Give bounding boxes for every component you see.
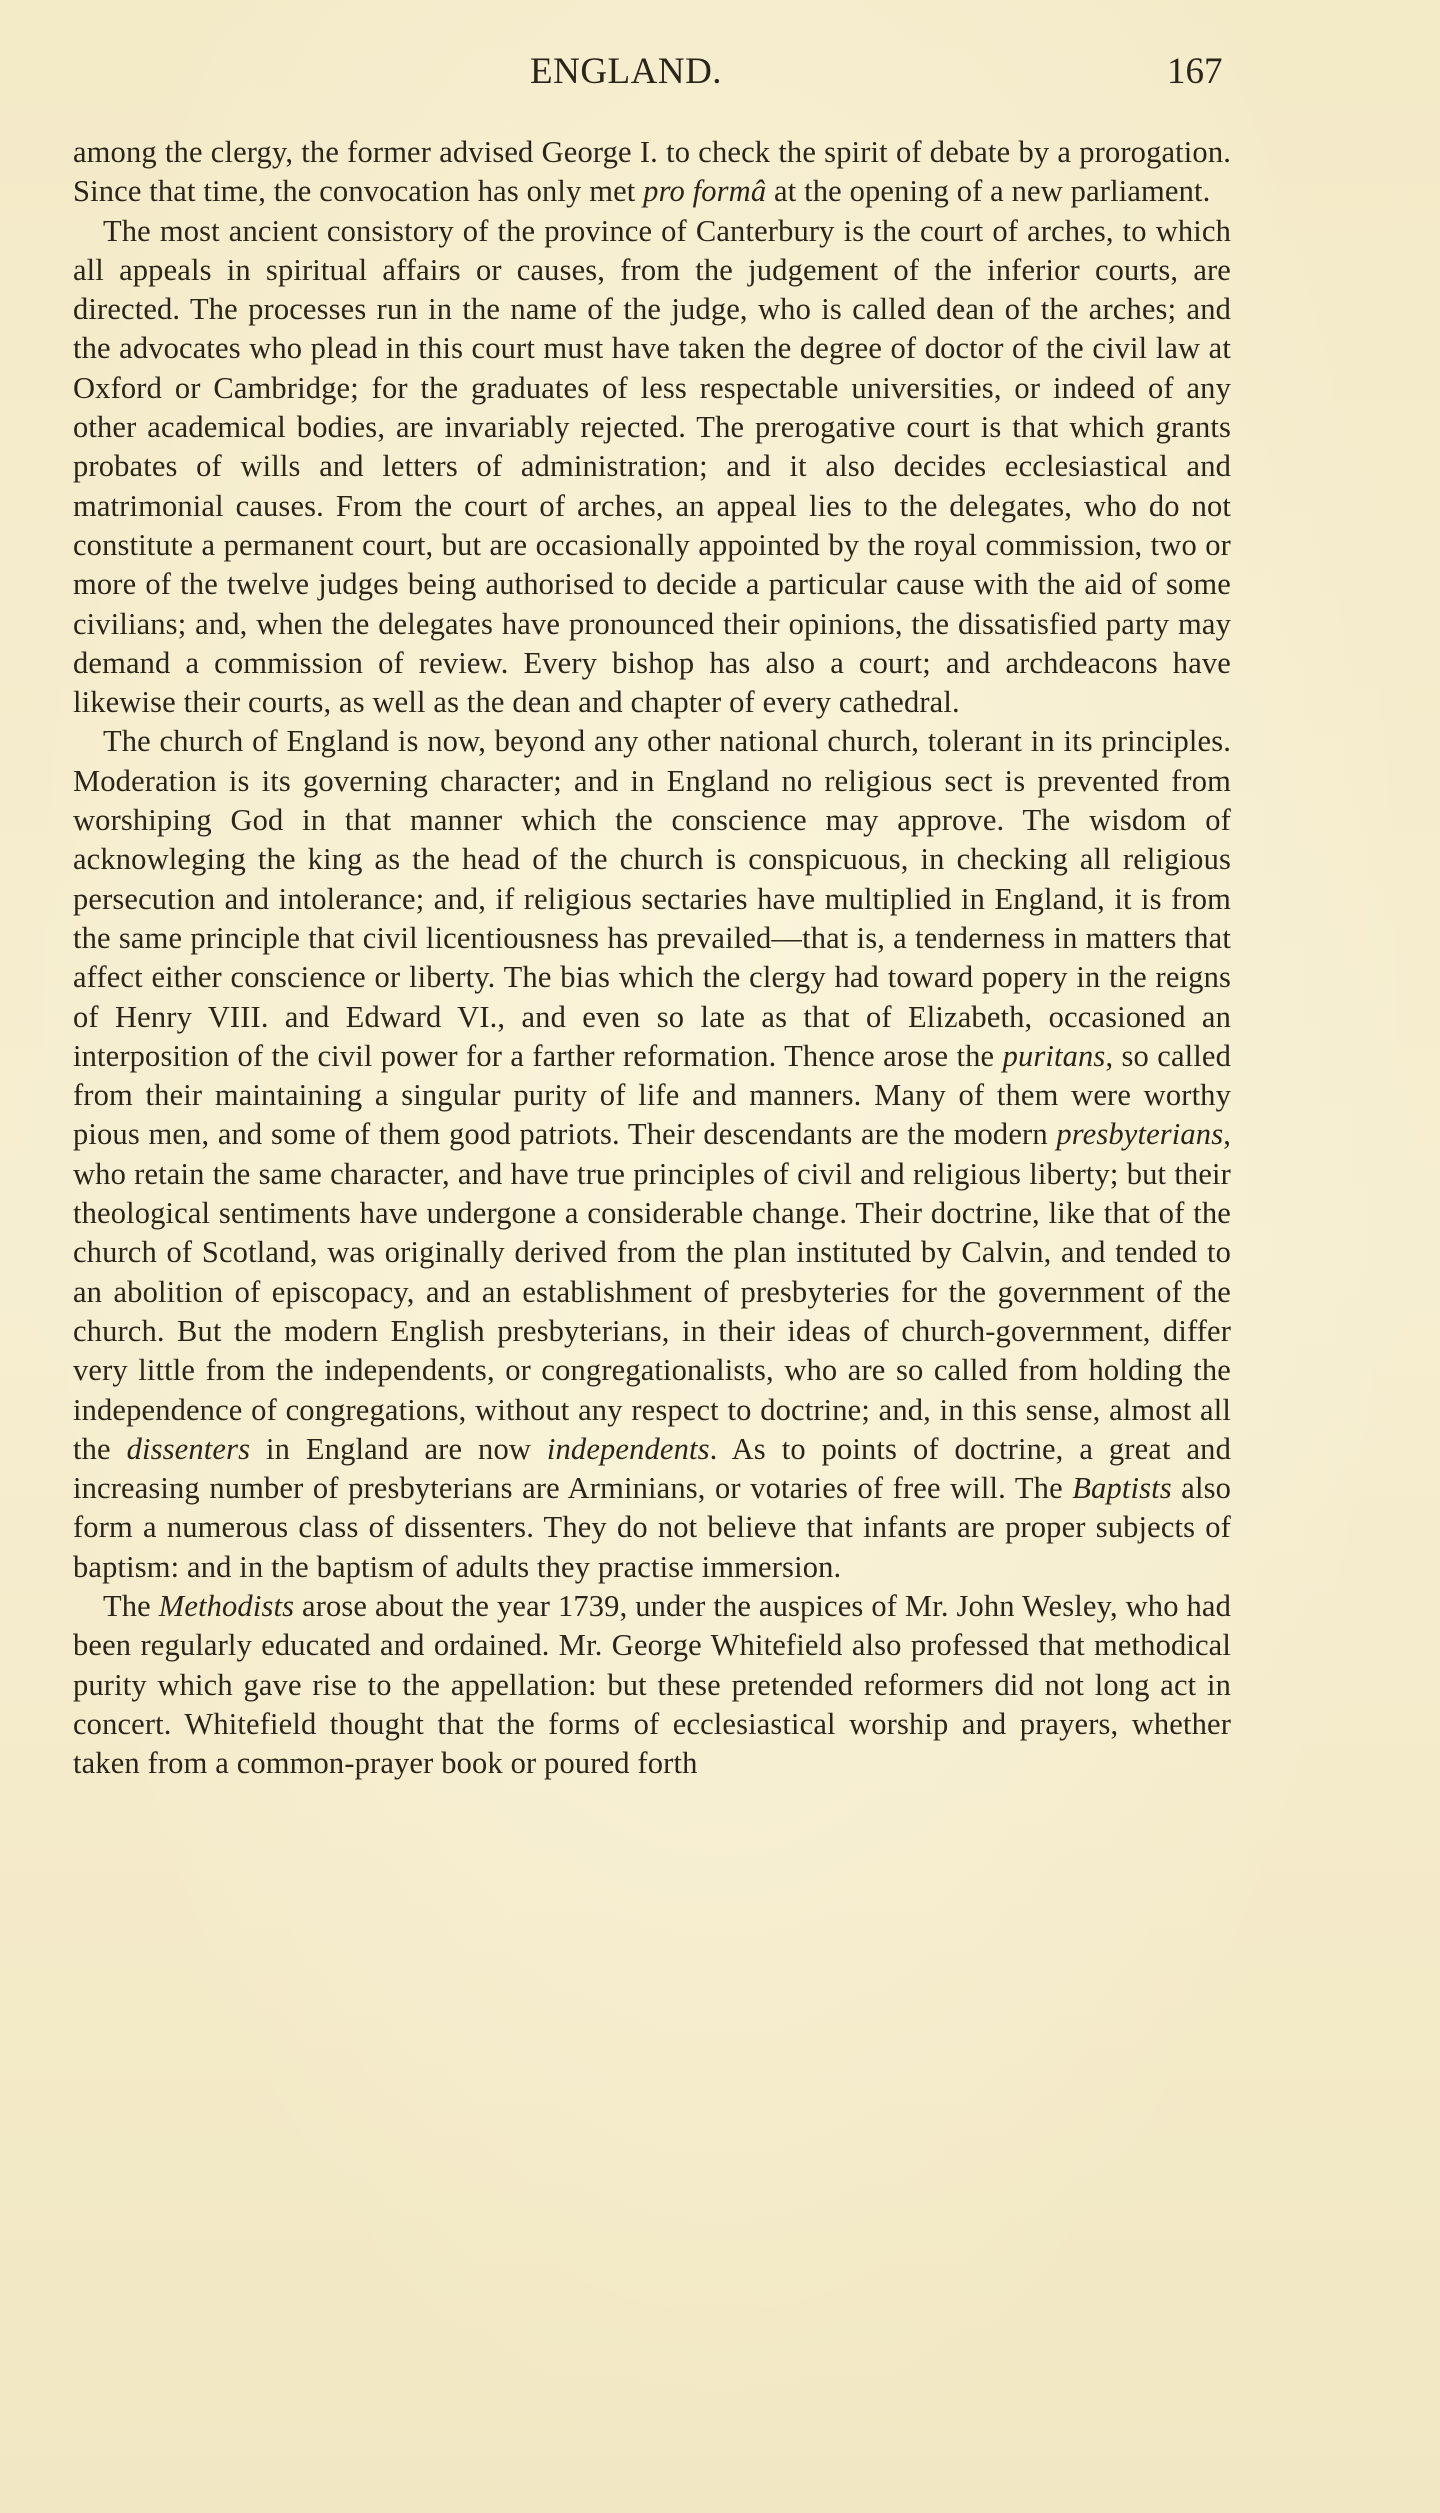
text-segment: The most ancient consistory of the province of Canterbury is the court of arches, to which all appeals in spiritual affairs or causes, from the judgement of the inferior courts, are directed. The processes run in the name of the judge, who is called dean of the arches; and the advocates who plead in this court must have taken the degree of doctor of the civil law at Oxford or Cambridge; for the graduates of less respectable universities, or indeed of any other academical bodies, are invariably rejected. The prerogative court is that which grants probates of wills and letters of administration; and it also decides ecclesiastical and matrimonial causes. From the court of arches, an appeal lies to the delegates, who do not constitute a permanent court, but are occasionally appointed by the royal commission, two or more of the twelve judges being authorised to decide a particular cause with the aid of some civilians; and, when the delegates have pronounced their opinions, the dissatisfied party may demand a commission of review. Every bishop has also a court; and archdeacons have likewise their courts, as well as the dean and chapter of every cathedral. <box>73 213 1231 720</box>
text-segment: , so called from their maintaining a singular purity of life and manners. Many of them were worthy pious men, and some of them good patriots. Their descendants are the modern <box>73 1038 1231 1152</box>
body-text <box>73 133 1231 1783</box>
page-number: 167 <box>1167 51 1223 92</box>
text-segment: also form a numerous class of dissenters. They do not believe that infants are proper subjects of baptism: and in the baptism of adults they practise immersion. <box>73 1471 1231 1584</box>
paragraph-convocation <box>73 133 1231 212</box>
text-segment-italic: dissenters <box>126 1431 251 1466</box>
text-segment: in England are now <box>250 1431 547 1466</box>
text-segment: , who retain the same character, and have true principles of civil and religious liberty; but their theological sentiments have undergone a considerable change. Their doctrine, like that of the church of Scotland, was originally derived from the plan instituted by Calvin, and tended to an abolition of episcopacy, and an establishment of presbyteries for the government of the church. But the modern English presbyterians, in their ideas of church-government, differ very little from the independents, or congregationalists, who are so called from holding the independence of congregations, without any respect to doctrine; and, in this sense, almost all the <box>73 1117 1231 1466</box>
text-segment-italic: pro formâ <box>643 174 767 209</box>
text-segment: . As to points of doctrine, a great and increasing number of presbyterians are Arminians, or votaries of free will. The <box>73 1431 1231 1506</box>
text-segment: The church of England is now, beyond any other national church, tolerant in its principles. Moderation is its governing character; and in England no religious sect is prevented from worshiping God in that manner which the conscience may approve. The wisdom of acknowleging the king as the head of the church is conspicuous, in checking all religious persecution and intolerance; and, if religious sectaries have multiplied in England, it is from the same principle that civil licentiousness has prevailed—that is, a tenderness in matters that affect either conscience or liberty. The bias which the clergy had toward popery in the reigns of Henry VIII. and Edward VI., and even so late as that of Elizabeth, occasioned an interposition of the civil power for a farther reformation. Thence arose the <box>73 724 1231 1073</box>
text-segment-italic: Baptists <box>1072 1471 1172 1506</box>
text-segment-italic: presbyterians <box>1056 1117 1224 1152</box>
running-head <box>0 50 1440 100</box>
text-segment: arose about the year 1739, under the auspices of Mr. John Wesley, who had been regularly educated and ordained. Mr. George Whitefield also professed that methodical purity which gave rise to the appellation: but these pretended reformers did not long act in concert. Whitefield thought that the forms of ecclesiastical worship and prayers, whether taken from a common-prayer book or poured forth <box>73 1588 1231 1781</box>
text-segment: The <box>103 1588 159 1623</box>
text-segment-italic: Methodists <box>158 1588 295 1623</box>
paragraph-methodists <box>73 1587 1231 1783</box>
text-segment-italic: independents <box>546 1431 710 1466</box>
paragraph-church-of-england <box>73 722 1231 1587</box>
paragraph-court-of-arches <box>73 212 1231 723</box>
text-segment: among the clergy, the former advised George I. to check the spirit of debate by a prorogation. Since that time, the convocation has only met <box>73 135 1231 209</box>
text-segment-italic: puritans <box>1002 1038 1106 1073</box>
text-segment: at the opening of a new parliament. <box>766 174 1211 209</box>
running-title: ENGLAND. <box>530 51 723 92</box>
